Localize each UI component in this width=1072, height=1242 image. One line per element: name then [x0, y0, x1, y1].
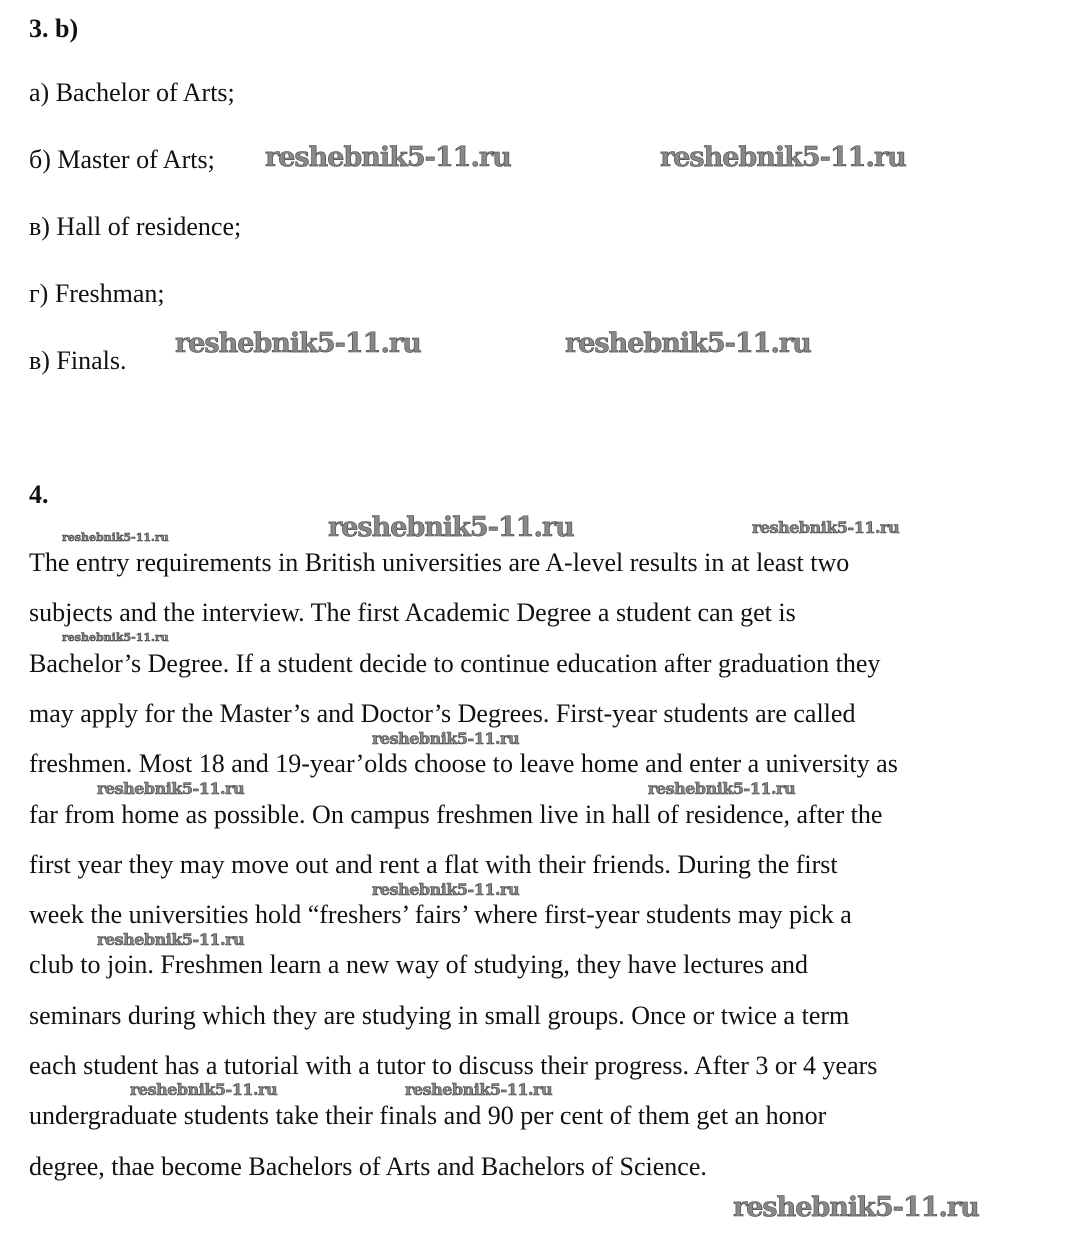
paragraph-line: week the universities hold “freshers’ fairs’ where first-year students may pick a — [29, 900, 852, 930]
watermark-text: reshebnik5-11.ru — [733, 1192, 979, 1223]
watermark-text: reshebnik5-11.ru — [372, 729, 520, 748]
answer-item: г) Freshman; — [29, 279, 165, 308]
paragraph-line: may apply for the Master’s and Doctor’s Degrees. First-year students are called — [29, 698, 856, 728]
watermark-text: reshebnik5-11.ru — [130, 1080, 278, 1099]
watermark-text: reshebnik5-11.ru — [265, 142, 511, 173]
section-4-heading: 4. — [29, 480, 49, 509]
watermark-text: reshebnik5-11.ru — [660, 142, 906, 173]
watermark-text: reshebnik5-11.ru — [565, 328, 811, 359]
answer-item: б) Master of Arts; — [29, 145, 215, 174]
paragraph-line: degree, thae become Bachelors of Arts and Bachelors of Science. — [29, 1151, 707, 1181]
watermark-text: reshebnik5-11.ru — [97, 930, 245, 949]
watermark-text: reshebnik5-11.ru — [62, 531, 169, 544]
watermark-text: reshebnik5-11.ru — [328, 512, 574, 543]
answer-item: а) Bachelor of Arts; — [29, 78, 235, 107]
watermark-text: reshebnik5-11.ru — [372, 880, 520, 899]
section-3-heading: 3. b) — [29, 14, 79, 43]
watermark-text: reshebnik5-11.ru — [752, 518, 900, 537]
paragraph-line: Bachelor’s Degree. If a student decide to continue education after graduation they — [29, 648, 881, 678]
paragraph-line: each student has a tutorial with a tutor to discuss their progress. After 3 or 4 years — [29, 1051, 878, 1080]
paragraph-line: freshmen. Most 18 and 19-year’olds choose to leave home and enter a university as — [29, 749, 898, 779]
watermark-text: reshebnik5-11.ru — [62, 631, 169, 644]
watermark-text: reshebnik5-11.ru — [648, 779, 796, 798]
paragraph-line: seminars during which they are studying in small groups. Once or twice a term — [29, 1000, 850, 1030]
answer-item: в) Finals. — [29, 346, 127, 375]
answer-item: в) Hall of residence; — [29, 212, 242, 241]
paragraph-line: first year they may move out and rent a flat with their friends. During the first — [29, 849, 838, 879]
watermark-text: reshebnik5-11.ru — [97, 779, 245, 798]
paragraph-line: far from home as possible. On campus freshmen live in hall of residence, after the — [29, 799, 883, 829]
watermark-text: reshebnik5-11.ru — [175, 328, 421, 359]
paragraph-line: The entry requirements in British universities are A-level results in at least two — [29, 548, 850, 577]
paragraph-line: subjects and the interview. The first Academic Degree a student can get is — [29, 598, 796, 628]
paragraph-line: undergraduate students take their finals and 90 per cent of them get an honor — [29, 1101, 827, 1131]
paragraph-line: club to join. Freshmen learn a new way of studying, they have lectures and — [29, 950, 809, 980]
watermark-text: reshebnik5-11.ru — [405, 1080, 553, 1099]
